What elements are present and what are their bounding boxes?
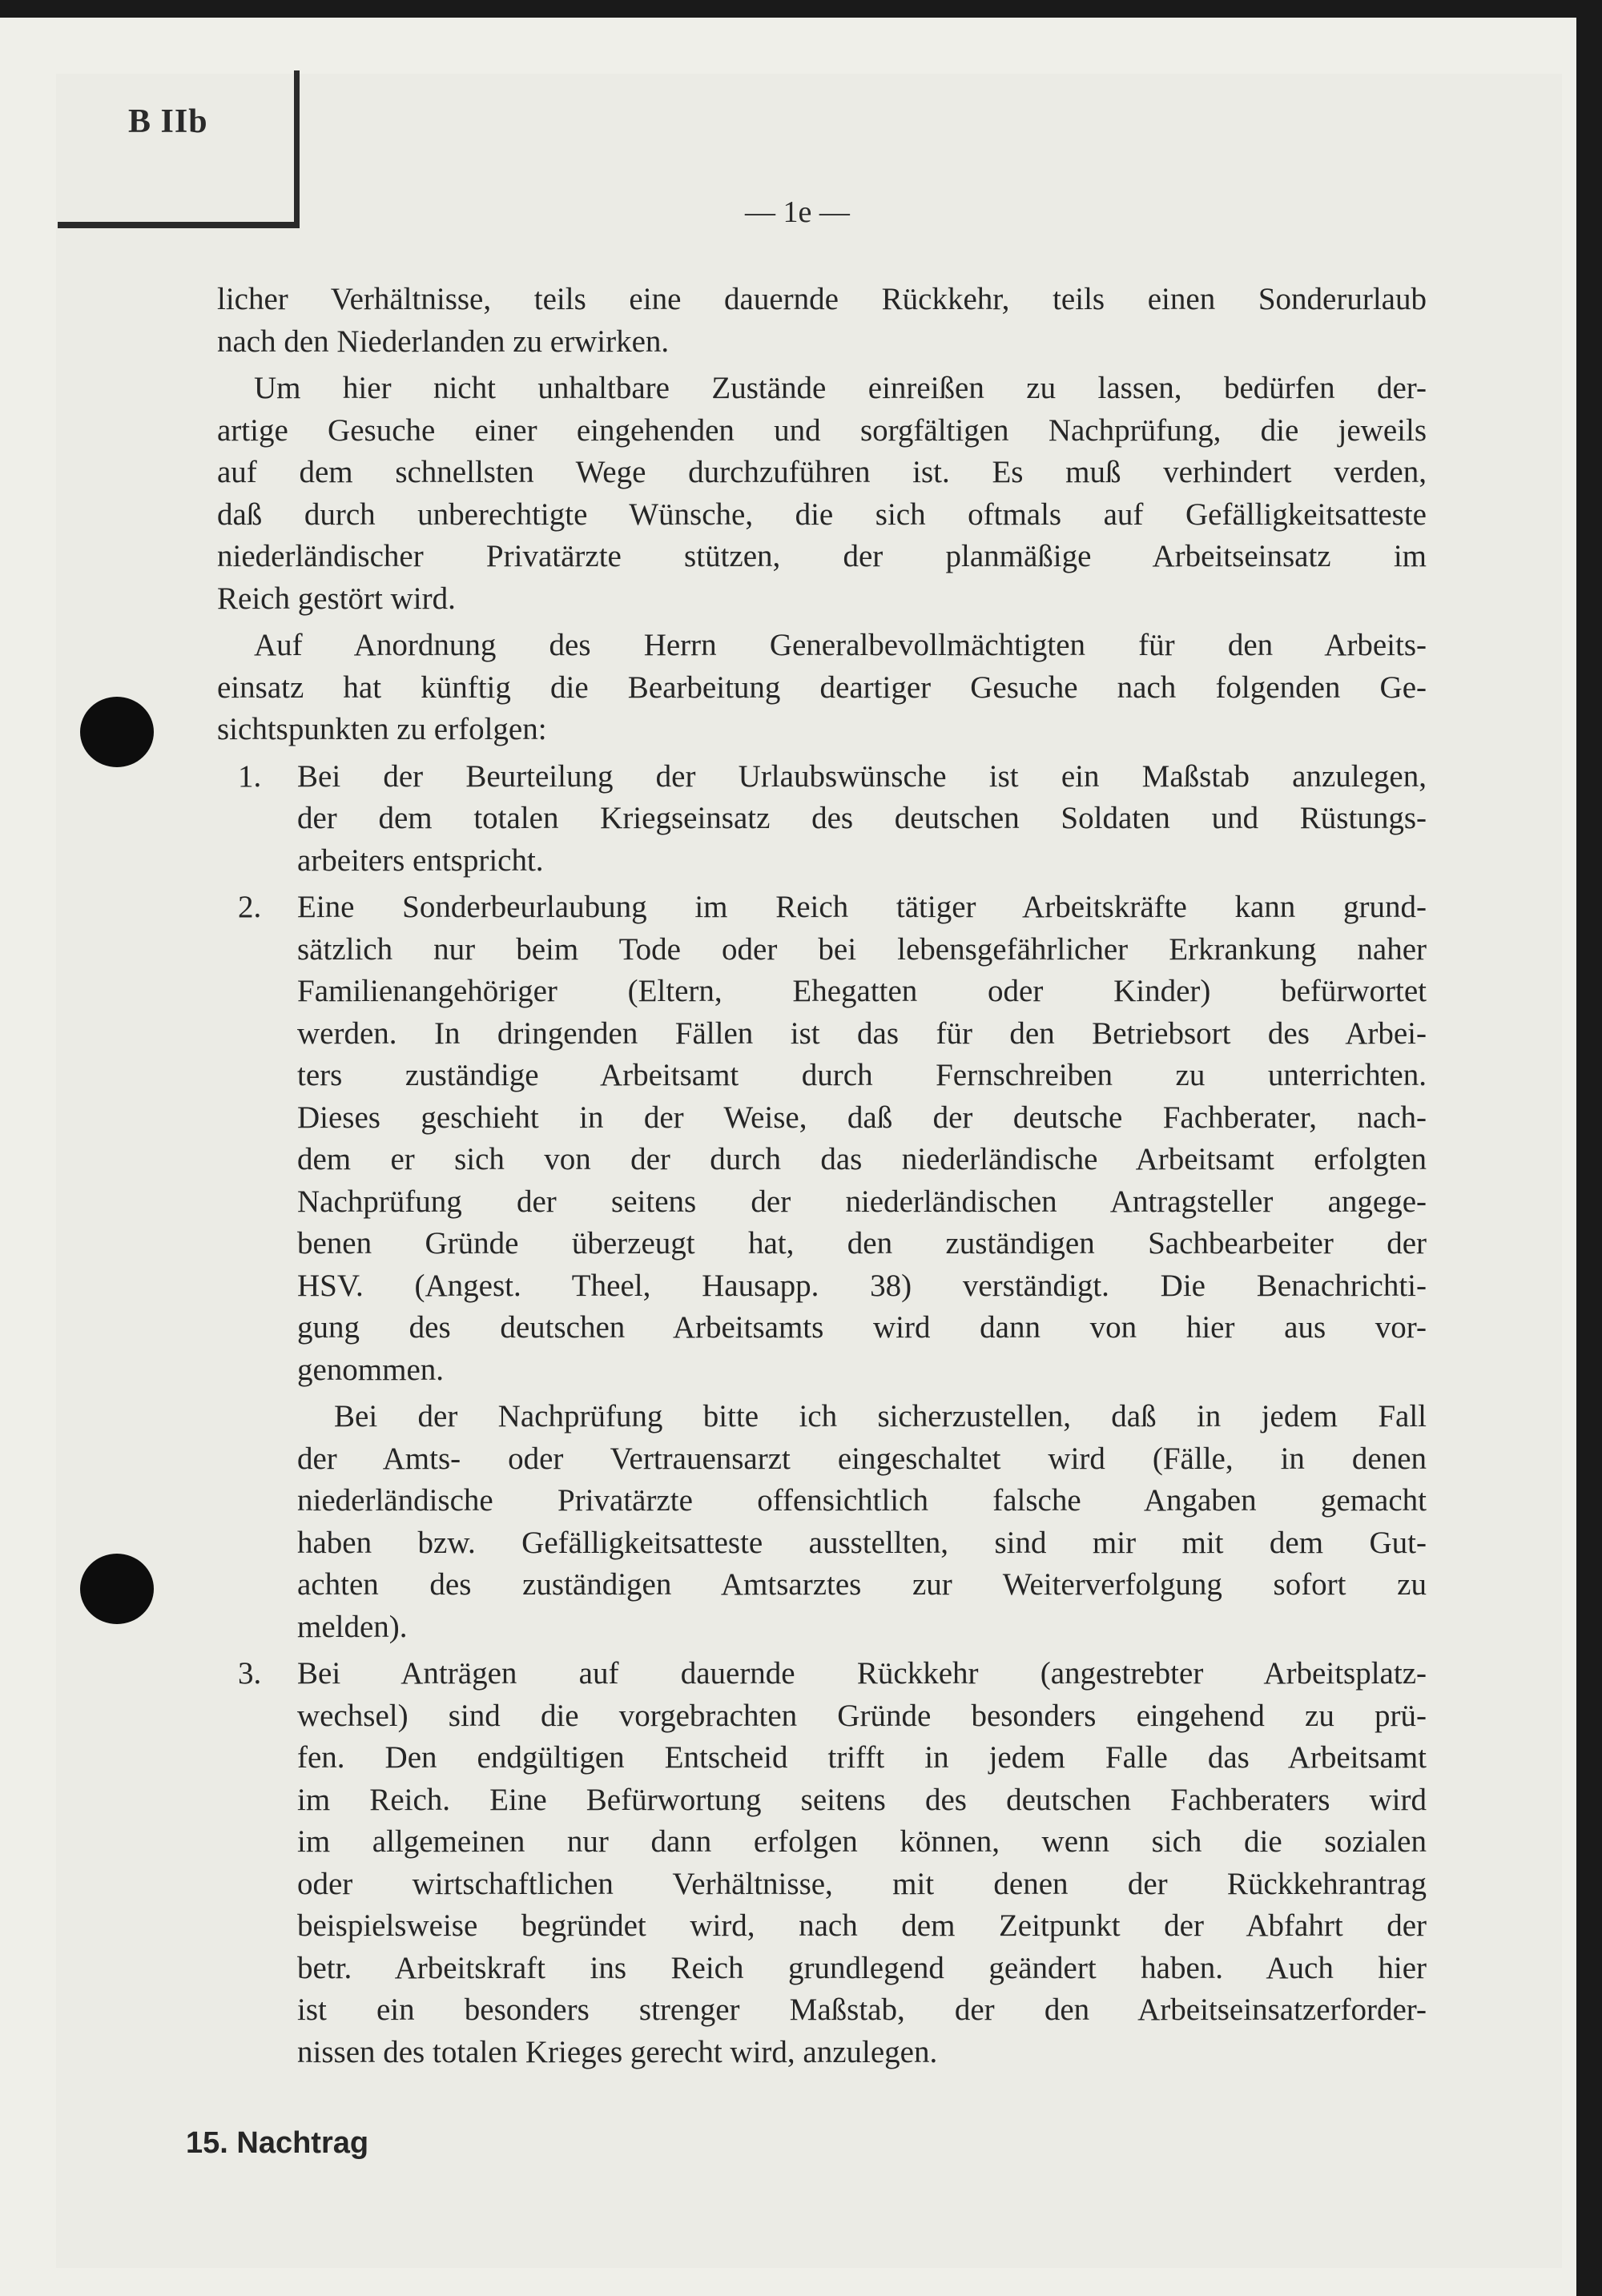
text-line: gung des deutschen Arbeitsamts wird dann von hier aus vor- [297, 1310, 1427, 1345]
text-line: niederländischer Privatärzte stützen, der planmäßige Arbeitseinsatz im [217, 539, 1427, 573]
text-line: genommen. [297, 1352, 445, 1387]
text-line: Eine Sonderbeurlaubung im Reich tätiger Arbeitskräfte kann grund- [297, 890, 1427, 924]
page-number: — 1e — [745, 195, 850, 229]
list-item-number: 1. [238, 758, 262, 794]
text-line: haben bzw. Gefälligkeitsatteste ausstellten, sind mir mit dem Gut- [297, 1525, 1427, 1560]
list-item [217, 1653, 1427, 2073]
text-line: Nachprüfung der seitens der niederländischen Antragsteller angege- [297, 1184, 1427, 1219]
paragraph [217, 368, 1427, 620]
document-body [217, 279, 1427, 2078]
text-line: Bei der Nachprüfung bitte ich sicherzustellen, daß in jedem Fall [334, 1399, 1427, 1433]
header-box-horizontal-rule [58, 222, 300, 228]
text-line: nissen des totalen Krieges gerecht wird, anzulegen. [297, 2034, 938, 2069]
text-line: beispielsweise begründet wird, nach dem Zeitpunkt der Abfahrt der [297, 1908, 1427, 1943]
punch-hole [80, 697, 154, 767]
text-line: achten des zuständigen Amtsarztes zur Weiterverfolgung sofort zu [297, 1567, 1427, 1602]
text-line: daß durch unberechtigte Wünsche, die sich oftmals auf Gefälligkeitsatteste [217, 497, 1427, 532]
text-line: Auf Anordnung des Herrn Generalbevollmächtigten für den Arbeits- [254, 628, 1427, 662]
text-line: dem er sich von der durch das niederländische Arbeitsamt erfolgten [297, 1142, 1427, 1176]
text-line: artige Gesuche einer eingehenden und sorgfältigen Nachprüfung, die jeweils [217, 412, 1427, 448]
list-item-number: 3. [238, 1656, 262, 1691]
text-line: Familienangehöriger (Eltern, Ehegatten oder Kinder) befürwortet [297, 974, 1427, 1008]
text-line: HSV. (Angest. Theel, Hausapp. 38) verständigt. Die Benachrichti- [297, 1268, 1427, 1303]
text-line: oder wirtschaftlichen Verhältnisse, mit denen der Rückkehrantrag [297, 1866, 1427, 1901]
text-line: melden). [297, 1609, 408, 1644]
text-line: betr. Arbeitskraft ins Reich grundlegend geändert haben. Auch hier [297, 1950, 1427, 1985]
text-line: arbeiters entspricht. [297, 842, 544, 878]
text-line: licher Verhältnisse, teils eine dauernde Rückkehr, teils einen Sonderurlaub [217, 282, 1427, 316]
text-line: ist ein besonders strenger Maßstab, der den Arbeitseinsatzerforder- [297, 1992, 1427, 2027]
paragraph [217, 625, 1427, 751]
text-line: ters zuständige Arbeitsamt durch Fernschreiben zu unterrichten. [297, 1058, 1427, 1092]
text-line: der dem totalen Kriegseinsatz des deutschen Soldaten und Rüstungs- [297, 801, 1427, 835]
list-item [217, 887, 1427, 1391]
section-code: B IIb [128, 103, 208, 140]
text-line: werden. In dringenden Fällen ist das für den Betriebsort des Arbei- [297, 1015, 1427, 1051]
list-item [217, 756, 1427, 883]
text-line: Um hier nicht unhaltbare Zustände einreißen zu lassen, bedürfen der- [254, 371, 1427, 405]
text-line: fen. Den endgültigen Entscheid trifft in jedem Falle das Arbeitsamt [297, 1740, 1427, 1775]
text-line: einsatz hat künftig die Bearbeitung deartiger Gesuche nach folgenden Ge- [217, 669, 1427, 705]
text-line: wechsel) sind die vorgebrachten Gründe besonders eingehend zu prü- [297, 1698, 1427, 1733]
text-line: sichtspunkten zu erfolgen: [217, 712, 547, 746]
text-line: niederländische Privatärzte offensichtlich falsche Angaben gemacht [297, 1483, 1427, 1518]
paragraph [217, 1396, 1427, 1648]
text-line: Reich gestört wird. [217, 581, 456, 616]
text-line: benen Gründe überzeugt hat, den zuständigen Sachbearbeiter der [297, 1226, 1427, 1261]
text-line: nach den Niederlanden zu erwirken. [217, 324, 670, 359]
text-line: der Amts- oder Vertrauensarzt eingeschaltet wird (Fälle, in denen [297, 1441, 1427, 1476]
text-line: auf dem schnellsten Wege durchzuführen ist. Es muß verhindert verden, [217, 455, 1427, 489]
list-item-number: 2. [238, 890, 262, 924]
header-box-vertical-rule [294, 70, 300, 227]
footer-supplement-label: 15. Nachtrag [186, 2126, 369, 2160]
punch-hole [80, 1554, 154, 1624]
text-line: Dieses geschieht in der Weise, daß der deutsche Fachberater, nach- [297, 1100, 1427, 1135]
text-line: sätzlich nur beim Tode oder bei lebensgefährlicher Erkrankung naher [297, 931, 1427, 967]
text-line: im Reich. Eine Befürwortung seitens des deutschen Fachberaters wird [297, 1782, 1427, 1817]
text-line: Bei der Beurteilung der Urlaubswünsche ist ein Maßstab anzulegen, [297, 758, 1427, 794]
text-line: im allgemeinen nur dann erfolgen können, wenn sich die sozialen [297, 1824, 1427, 1859]
text-line: Bei Anträgen auf dauernde Rückkehr (angestrebter Arbeitsplatz- [297, 1656, 1427, 1691]
paragraph [217, 279, 1427, 363]
